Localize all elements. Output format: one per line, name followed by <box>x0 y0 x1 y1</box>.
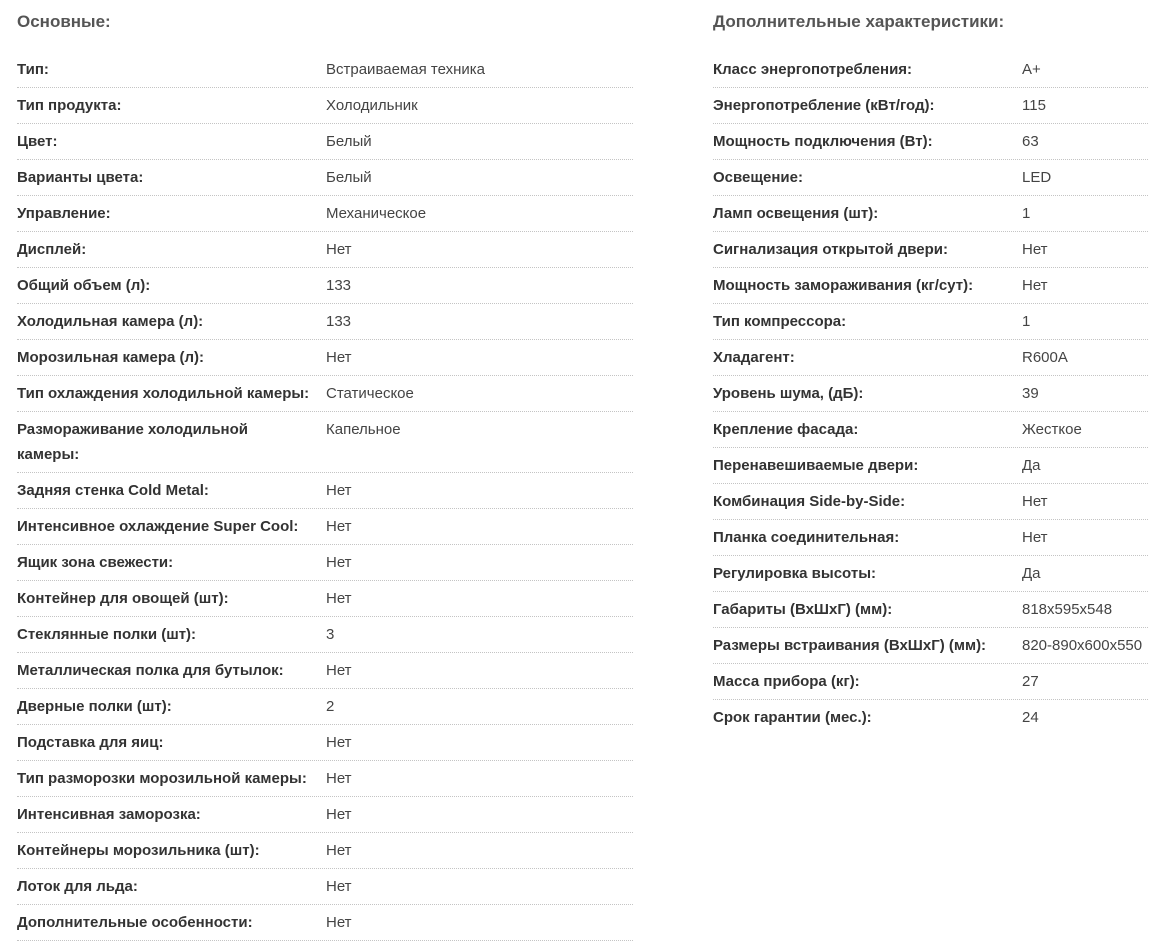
spec-row-freezing-capacity <box>713 268 1148 304</box>
spec-value: Нет <box>326 518 352 535</box>
spec-label: Класс энергопотребления: <box>713 61 913 78</box>
spec-row-bottle-shelf <box>17 653 633 689</box>
spec-value: Нет <box>1022 493 1048 510</box>
spec-label: Тип продукта: <box>17 97 122 114</box>
spec-label: Задняя стенка Cold Metal: <box>17 482 209 499</box>
spec-label: Интенсивная заморозка: <box>17 806 201 823</box>
spec-label: Мощность замораживания (кг/сут): <box>713 277 974 294</box>
spec-value: Нет <box>326 554 352 571</box>
spec-row-energy-class <box>713 52 1148 88</box>
spec-value: 63 <box>1022 133 1039 150</box>
spec-label: Подставка для яиц: <box>17 734 164 751</box>
spec-row-cold-metal <box>17 473 633 509</box>
spec-label: Тип охлаждения холодильной камеры: <box>17 385 310 402</box>
spec-value: Да <box>1022 457 1041 474</box>
spec-row-weight <box>713 664 1148 700</box>
extra-specs-title: Дополнительные характеристики: <box>713 12 1005 31</box>
spec-row-compressor-type <box>713 304 1148 340</box>
spec-row-total-volume <box>17 268 633 304</box>
main-specs-title: Основные: <box>17 12 111 31</box>
spec-label: Комбинация Side-by-Side: <box>713 493 906 510</box>
spec-label: Крепление фасада: <box>713 421 859 438</box>
spec-row-lighting <box>713 160 1148 196</box>
spec-value: Да <box>1022 565 1041 582</box>
spec-label: Ящик зона свежести: <box>17 554 174 571</box>
spec-row-side-by-side <box>713 484 1148 520</box>
spec-row-built-in-dimensions <box>713 628 1148 664</box>
spec-value: Механическое <box>326 205 427 222</box>
spec-row-vegetable-container <box>17 581 633 617</box>
spec-row-lamps <box>713 196 1148 232</box>
spec-row-dimensions <box>713 592 1148 628</box>
spec-label: Тип разморозки морозильной камеры: <box>17 770 307 787</box>
spec-label: Лоток для льда: <box>17 878 138 895</box>
spec-label: Хладагент: <box>713 349 795 366</box>
spec-label: Масса прибора (кг): <box>713 673 860 690</box>
spec-label: Планка соединительная: <box>713 529 900 546</box>
spec-value: Нет <box>326 806 352 823</box>
spec-label: Освещение: <box>713 169 803 186</box>
spec-label: Срок гарантии (мес.): <box>713 709 872 726</box>
spec-label: Металлическая полка для бутылок: <box>17 662 284 679</box>
spec-row-door-shelves <box>17 689 633 725</box>
spec-value: Капельное <box>326 421 401 438</box>
spec-row-freshness-drawer <box>17 545 633 581</box>
spec-label: Интенсивное охлаждение Super Cool: <box>17 518 299 535</box>
spec-row-ice-tray <box>17 869 633 905</box>
spec-label: Уровень шума, (дБ): <box>713 385 864 402</box>
spec-row-warranty <box>713 700 1148 736</box>
extra-specs-list <box>713 52 1148 736</box>
spec-row-fridge-volume <box>17 304 633 340</box>
spec-value: Нет <box>326 878 352 895</box>
spec-row-facade-mount <box>713 412 1148 448</box>
spec-row-super-cool <box>17 509 633 545</box>
spec-value: 1 <box>1022 205 1031 222</box>
spec-row-type <box>17 52 633 88</box>
spec-row-defrost-fridge <box>17 412 633 473</box>
spec-row-cooling-type <box>17 376 633 412</box>
spec-row-energy-consumption <box>713 88 1148 124</box>
spec-label: Дополнительные особенности: <box>17 914 253 931</box>
spec-label: Цвет: <box>17 133 58 150</box>
spec-value: R600A <box>1022 349 1068 366</box>
spec-value: 39 <box>1022 385 1039 402</box>
spec-row-intensive-freeze <box>17 797 633 833</box>
spec-value: Нет <box>326 662 352 679</box>
spec-value: Белый <box>326 169 372 186</box>
spec-value: Нет <box>326 734 352 751</box>
spec-row-connecting-strip <box>713 520 1148 556</box>
spec-row-product-type <box>17 88 633 124</box>
spec-row-noise-level <box>713 376 1148 412</box>
spec-value: 3 <box>326 626 335 643</box>
spec-row-reversible-doors <box>713 448 1148 484</box>
spec-label: Сигнализация открытой двери: <box>713 241 948 258</box>
spec-value: Нет <box>1022 277 1048 294</box>
spec-value: 24 <box>1022 709 1039 726</box>
spec-value: Нет <box>1022 241 1048 258</box>
spec-label: Тип компрессора: <box>713 313 847 330</box>
spec-label: Холодильная камера (л): <box>17 313 204 330</box>
spec-value: Жесткое <box>1022 421 1082 438</box>
spec-row-glass-shelves <box>17 617 633 653</box>
spec-label: Общий объем (л): <box>17 277 151 294</box>
spec-row-color <box>17 124 633 160</box>
spec-value: Нет <box>326 914 352 931</box>
spec-value: 115 <box>1022 97 1046 114</box>
spec-label: Контейнеры морозильника (шт): <box>17 842 260 859</box>
spec-label: Энергопотребление (кВт/год): <box>713 97 935 114</box>
main-specs-list <box>17 52 633 941</box>
spec-value: 133 <box>326 277 352 294</box>
spec-row-refrigerant <box>713 340 1148 376</box>
spec-value: 818x595x548 <box>1022 601 1113 618</box>
spec-row-connection-power <box>713 124 1148 160</box>
spec-label: Варианты цвета: <box>17 169 144 186</box>
spec-row-freezer-containers <box>17 833 633 869</box>
spec-row-egg-tray <box>17 725 633 761</box>
spec-label: Управление: <box>17 205 111 222</box>
spec-label: Регулировка высоты: <box>713 565 876 582</box>
spec-label: Стеклянные полки (шт): <box>17 626 197 643</box>
spec-value: Нет <box>326 241 352 258</box>
spec-label: Перенавешиваемые двери: <box>713 457 919 474</box>
spec-value: Нет <box>326 590 352 607</box>
spec-label: Габариты (ВхШхГ) (мм): <box>713 601 893 618</box>
spec-value: Нет <box>326 482 352 499</box>
spec-value: A+ <box>1022 61 1041 78</box>
spec-value: Нет <box>326 842 352 859</box>
spec-value: Холодильник <box>326 97 418 114</box>
spec-value: Нет <box>326 770 352 787</box>
spec-row-control <box>17 196 633 232</box>
spec-row-freezer-defrost <box>17 761 633 797</box>
spec-value: Нет <box>326 349 352 366</box>
spec-row-door-alarm <box>713 232 1148 268</box>
spec-label: Дисплей: <box>17 241 87 258</box>
spec-value: Статическое <box>326 385 414 402</box>
spec-value: Белый <box>326 133 372 150</box>
spec-label: Морозильная камера (л): <box>17 349 205 366</box>
spec-row-height-adjustment <box>713 556 1148 592</box>
spec-label: Ламп освещения (шт): <box>713 205 879 222</box>
spec-value: 1 <box>1022 313 1031 330</box>
spec-row-color-variants <box>17 160 633 196</box>
spec-label: Размеры встраивания (ВхШхГ) (мм): <box>713 637 987 654</box>
spec-value: 27 <box>1022 673 1039 690</box>
spec-label: Размораживание холодильной камеры: <box>17 421 248 463</box>
spec-row-freezer-volume <box>17 340 633 376</box>
spec-label: Дверные полки (шт): <box>17 698 172 715</box>
spec-value: 133 <box>326 313 352 330</box>
spec-value: 820-890x600x550 <box>1022 637 1143 654</box>
spec-value: 2 <box>326 698 335 715</box>
spec-label: Тип: <box>17 61 49 78</box>
spec-label: Контейнер для овощей (шт): <box>17 590 229 607</box>
spec-value: Встраиваемая техника <box>326 61 485 78</box>
spec-label: Мощность подключения (Вт): <box>713 133 933 150</box>
spec-row-extra-features <box>17 905 633 941</box>
spec-value: Нет <box>1022 529 1048 546</box>
spec-value: LED <box>1022 169 1052 186</box>
spec-row-display <box>17 232 633 268</box>
